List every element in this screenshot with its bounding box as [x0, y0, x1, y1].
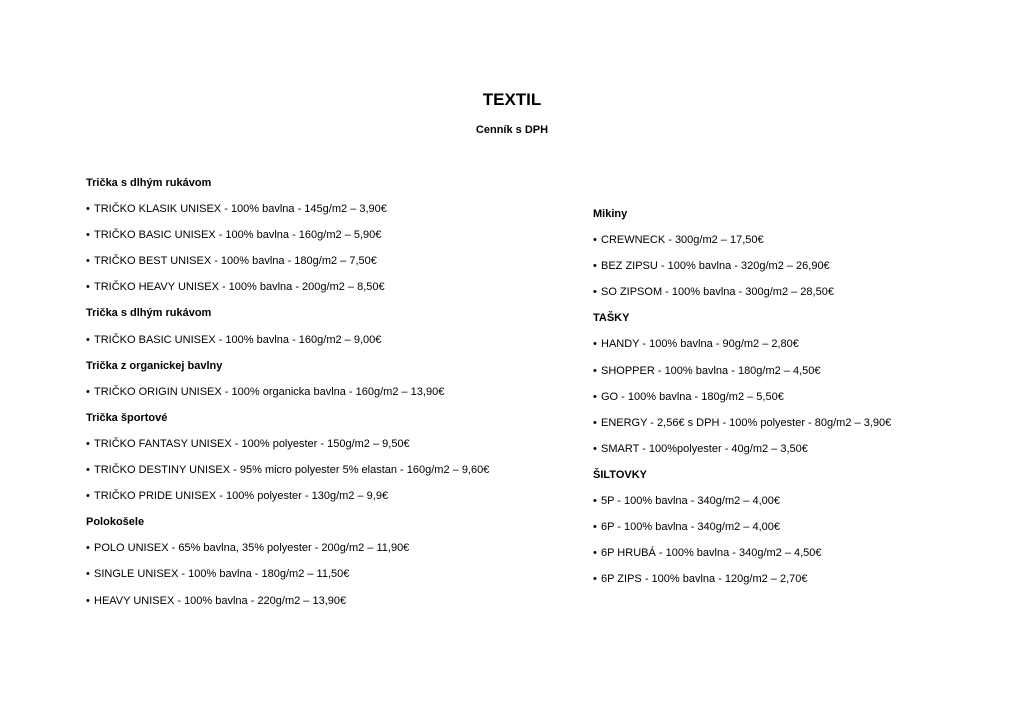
bullet-icon: •: [593, 364, 597, 377]
section-heading: Trička s dlhým rukávom: [86, 177, 212, 189]
price-list-item: [86, 277, 556, 303]
page-subtitle: Cenník s DPH: [475, 124, 549, 136]
page-title: TEXTIL: [482, 90, 542, 109]
price-list-item: [86, 486, 556, 512]
bullet-icon: •: [86, 464, 90, 477]
section-heading: TAŠKY: [593, 312, 630, 325]
price-item-text: ENERGY - 2,56€ s DPH - 100% polyester - 80g/m2 – 3,90€: [601, 416, 892, 429]
bullet-icon: •: [593, 416, 597, 429]
price-list-item: [593, 413, 1013, 439]
price-list-item: [593, 569, 1013, 595]
price-list-item: [86, 538, 556, 564]
bullet-icon: •: [593, 390, 597, 403]
price-item-text: TRIČKO BASIC UNISEX - 100% bavlna - 160g/m2 – 5,90€: [94, 229, 382, 242]
price-item-text: SHOPPER - 100% bavlna - 180g/m2 – 4,50€: [601, 364, 821, 377]
price-item-text: POLO UNISEX - 65% bavlna, 35% polyester - 200g/m2 – 11,90€: [94, 542, 410, 555]
price-list-item: [86, 382, 556, 408]
price-list-item: [86, 591, 556, 617]
price-list-item: [593, 543, 1013, 569]
price-item-text: TRIČKO BEST UNISEX - 100% bavlna - 180g/m2 – 7,50€: [94, 255, 377, 268]
section-heading: Mikiny: [593, 208, 628, 220]
section-heading: Trička s dlhým rukávom: [86, 307, 212, 320]
price-list-item: [593, 517, 1013, 543]
price-list-item: [86, 251, 556, 277]
price-item-text: 5P - 100% bavlna - 340g/m2 – 4,00€: [601, 495, 780, 508]
price-item-text: TRIČKO KLASIK UNISEX - 100% bavlna - 145g/m2 – 3,90€: [94, 203, 387, 216]
price-list-item: [593, 334, 1013, 360]
bullet-icon: •: [593, 286, 597, 299]
price-list-item: [593, 387, 1013, 413]
bullet-icon: •: [86, 281, 90, 294]
price-item-text: 6P - 100% bavlna - 340g/m2 – 4,00€: [601, 521, 780, 534]
left-price-column: [86, 173, 556, 617]
bullet-icon: •: [86, 594, 90, 607]
price-item-text: TRIČKO BASIC UNISEX - 100% bavlna - 160g/m2 – 9,00€: [94, 333, 382, 346]
price-item-text: 6P ZIPS - 100% bavlna - 120g/m2 – 2,70€: [601, 573, 808, 586]
price-list-item: [593, 230, 1013, 256]
price-list-item: [593, 361, 1013, 387]
bullet-icon: •: [86, 255, 90, 268]
bullet-icon: •: [593, 338, 597, 351]
bullet-icon: •: [86, 385, 90, 398]
bullet-icon: •: [593, 442, 597, 455]
price-list-item: [593, 282, 1013, 308]
price-item-text: 6P HRUBÁ - 100% bavlna - 340g/m2 – 4,50€: [601, 547, 822, 560]
section-heading: Trička športové: [86, 411, 168, 424]
section-heading: Polokošele: [86, 516, 145, 529]
bullet-icon: •: [86, 333, 90, 346]
section-heading: ŠILTOVKY: [593, 468, 647, 481]
price-list-item: [86, 225, 556, 251]
bullet-icon: •: [86, 542, 90, 555]
price-item-text: TRIČKO HEAVY UNISEX - 100% bavlna - 200g/m2 – 8,50€: [94, 281, 385, 294]
price-list-item: [593, 439, 1013, 465]
bullet-icon: •: [86, 229, 90, 242]
price-item-text: TRIČKO PRIDE UNISEX - 100% polyester - 130g/m2 – 9,9€: [94, 490, 389, 503]
bullet-icon: •: [86, 203, 90, 216]
price-list-item: [86, 199, 556, 225]
bullet-icon: •: [593, 521, 597, 534]
bullet-icon: •: [593, 573, 597, 586]
bullet-icon: •: [86, 437, 90, 450]
bullet-icon: •: [593, 260, 597, 273]
price-item-text: TRIČKO DESTINY UNISEX - 95% micro polyester 5% elastan - 160g/m2 – 9,60€: [94, 464, 490, 477]
price-item-text: HANDY - 100% bavlna - 90g/m2 – 2,80€: [601, 338, 799, 351]
price-item-text: HEAVY UNISEX - 100% bavlna - 220g/m2 – 13,90€: [94, 594, 347, 607]
price-item-text: TRIČKO FANTASY UNISEX - 100% polyester - 150g/m2 – 9,50€: [94, 437, 410, 450]
right-price-column: [593, 204, 1013, 595]
price-list-item: [593, 256, 1013, 282]
bullet-icon: •: [593, 495, 597, 508]
price-list-item: [593, 491, 1013, 517]
price-item-text: GO - 100% bavlna - 180g/m2 – 5,50€: [601, 390, 784, 403]
bullet-icon: •: [86, 490, 90, 503]
price-item-text: CREWNECK - 300g/m2 – 17,50€: [601, 234, 764, 247]
price-item-text: SO ZIPSOM - 100% bavlna - 300g/m2 – 28,50€: [601, 286, 834, 299]
price-list-item: [86, 564, 556, 590]
bullet-icon: •: [593, 234, 597, 247]
price-item-text: BEZ ZIPSU - 100% bavlna - 320g/m2 – 26,90€: [601, 260, 830, 273]
price-list-item: [86, 460, 556, 486]
section-heading: Trička z organickej bavlny: [86, 359, 223, 372]
price-item-text: SMART - 100%polyester - 40g/m2 – 3,50€: [601, 442, 808, 455]
bullet-icon: •: [593, 547, 597, 560]
price-item-text: TRIČKO ORIGIN UNISEX - 100% organicka bavlna - 160g/m2 – 13,90€: [94, 385, 445, 398]
price-item-text: SINGLE UNISEX - 100% bavlna - 180g/m2 – 11,50€: [94, 568, 350, 581]
bullet-icon: •: [86, 568, 90, 581]
price-list-item: [86, 434, 556, 460]
price-list-item: [86, 330, 556, 356]
